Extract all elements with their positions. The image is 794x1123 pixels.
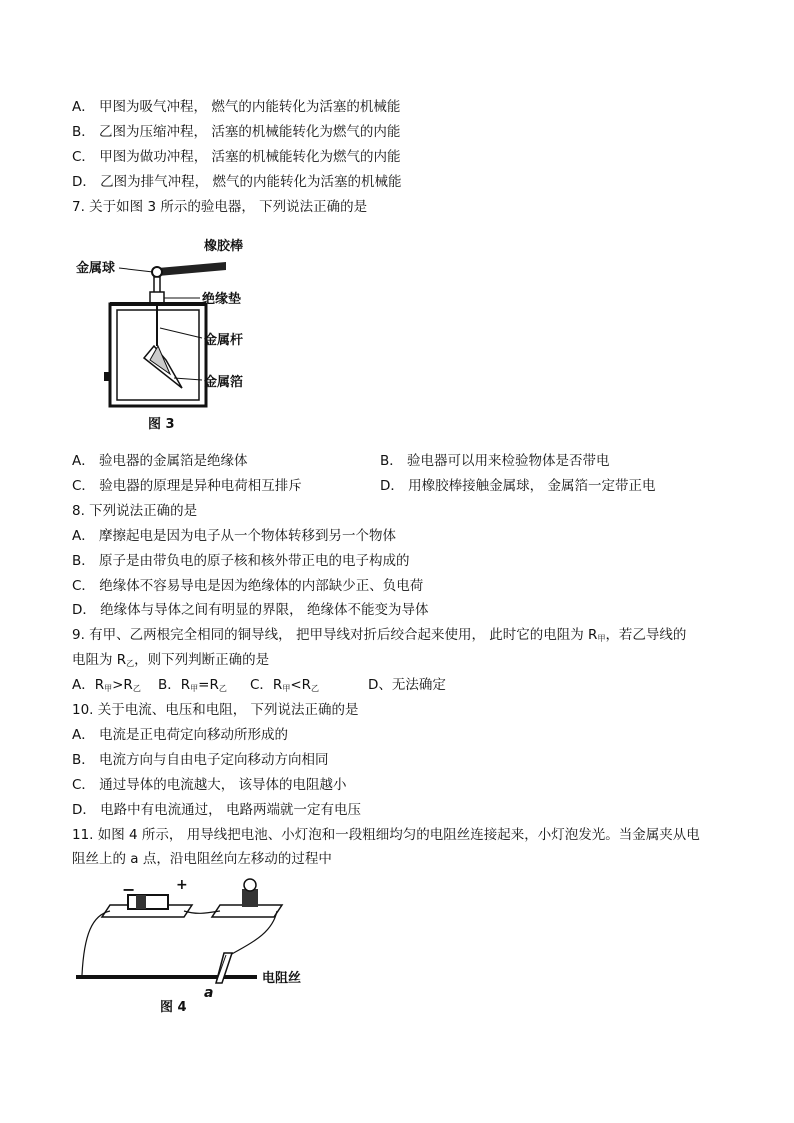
label-resistance-wire: 电阻丝 bbox=[262, 971, 302, 986]
figure-3-caption: 图 3 bbox=[148, 417, 175, 432]
q7-option-b: B． 验电器可以用来检验物体是否带电 bbox=[380, 453, 610, 469]
q9-option-a: A．$R_甲>R_乙$ bbox=[72, 677, 141, 693]
label-metal-foil: 金属箔 bbox=[204, 375, 244, 390]
circuit-figure bbox=[72, 875, 322, 1017]
q9-option-d: D、无法确定 bbox=[368, 677, 446, 693]
q7-stem: 7. 关于如图 3 所示的验电器， 下列说法正确的是 bbox=[72, 199, 368, 215]
q8-option-c: C． 绝缘体不容易导电是因为绝缘体的内部缺少正、负电荷 bbox=[72, 578, 424, 594]
q9-stem-line1: 9. 有甲、乙两根完全相同的铜导线， 把甲导线对折后绞合起来使用， 此时它的电阻为 $R_甲$，若乙导线的 bbox=[72, 627, 687, 643]
battery-plus: + bbox=[176, 877, 188, 893]
q8-option-b: B． 原子是由带负电的原子核和核外带正电的电子构成的 bbox=[72, 553, 410, 569]
label-rubber-rod: 橡胶棒 bbox=[204, 239, 244, 254]
q8-option-d: D． 绝缘体与导体之间有明显的界限， 绝缘体不能变为导体 bbox=[72, 602, 429, 618]
q10-option-b: B． 电流方向与自由电子定向移动方向相同 bbox=[72, 752, 329, 768]
q9-option-b: B．$R_甲=R_乙$ bbox=[158, 677, 227, 693]
bulb bbox=[244, 879, 256, 891]
q6-option-d: D． 乙图为排气冲程， 燃气的内能转化为活塞的机械能 bbox=[72, 174, 402, 190]
q11-stem-line2: 阻丝上的 a 点，沿电阻丝向左移动的过程中 bbox=[72, 851, 332, 867]
q6-option-a: A． 甲图为吸气冲程， 燃气的内能转化为活塞的机械能 bbox=[72, 99, 401, 115]
battery-minus: − bbox=[122, 880, 136, 899]
q9-option-c: C．$R_甲<R_乙$ bbox=[250, 677, 320, 693]
label-point-a: a bbox=[204, 985, 214, 1001]
q11-stem-line1: 11. 如图 4 所示， 用导线把电池、小灯泡和一段粗细均匀的电阻丝连接起来，小灯泡发光。当金属夹从电 bbox=[72, 827, 700, 843]
q9-stem-line2: 电阻为 $R_乙$，则下列判断正确的是 bbox=[72, 652, 270, 668]
q7-option-a: A． 验电器的金属箔是绝缘体 bbox=[72, 453, 248, 469]
rubber-rod bbox=[158, 262, 226, 276]
q7-option-d: D． 用橡胶棒接触金属球， 金属箔一定带正电 bbox=[380, 478, 656, 494]
q8-stem: 8. 下列说法正确的是 bbox=[72, 503, 198, 519]
label-metal-ball: 金属球 bbox=[76, 261, 116, 276]
q6-option-b: B． 乙图为压缩冲程， 活塞的机械能转化为燃气的内能 bbox=[72, 124, 401, 140]
q10-option-d: D． 电路中有电流通过， 电路两端就一定有电压 bbox=[72, 802, 361, 818]
label-metal-rod: 金属杆 bbox=[204, 333, 244, 348]
q10-option-c: C． 通过导体的电流越大， 该导体的电阻越小 bbox=[72, 777, 347, 793]
q10-option-a: A． 电流是正电荷定向移动所形成的 bbox=[72, 727, 289, 743]
figure-4-caption: 图 4 bbox=[160, 1000, 187, 1015]
q6-option-c: C． 甲图为做功冲程， 活塞的机械能转化为燃气的内能 bbox=[72, 149, 401, 165]
metal-ball bbox=[152, 267, 162, 277]
q10-stem: 10. 关于电流、电压和电阻， 下列说法正确的是 bbox=[72, 702, 359, 718]
q7-option-c: C． 验电器的原理是异种电荷相互排斥 bbox=[72, 478, 302, 494]
electroscope-figure bbox=[74, 228, 264, 436]
label-insulating-pad: 绝缘垫 bbox=[202, 292, 242, 307]
q8-option-a: A． 摩擦起电是因为电子从一个物体转移到另一个物体 bbox=[72, 528, 397, 544]
